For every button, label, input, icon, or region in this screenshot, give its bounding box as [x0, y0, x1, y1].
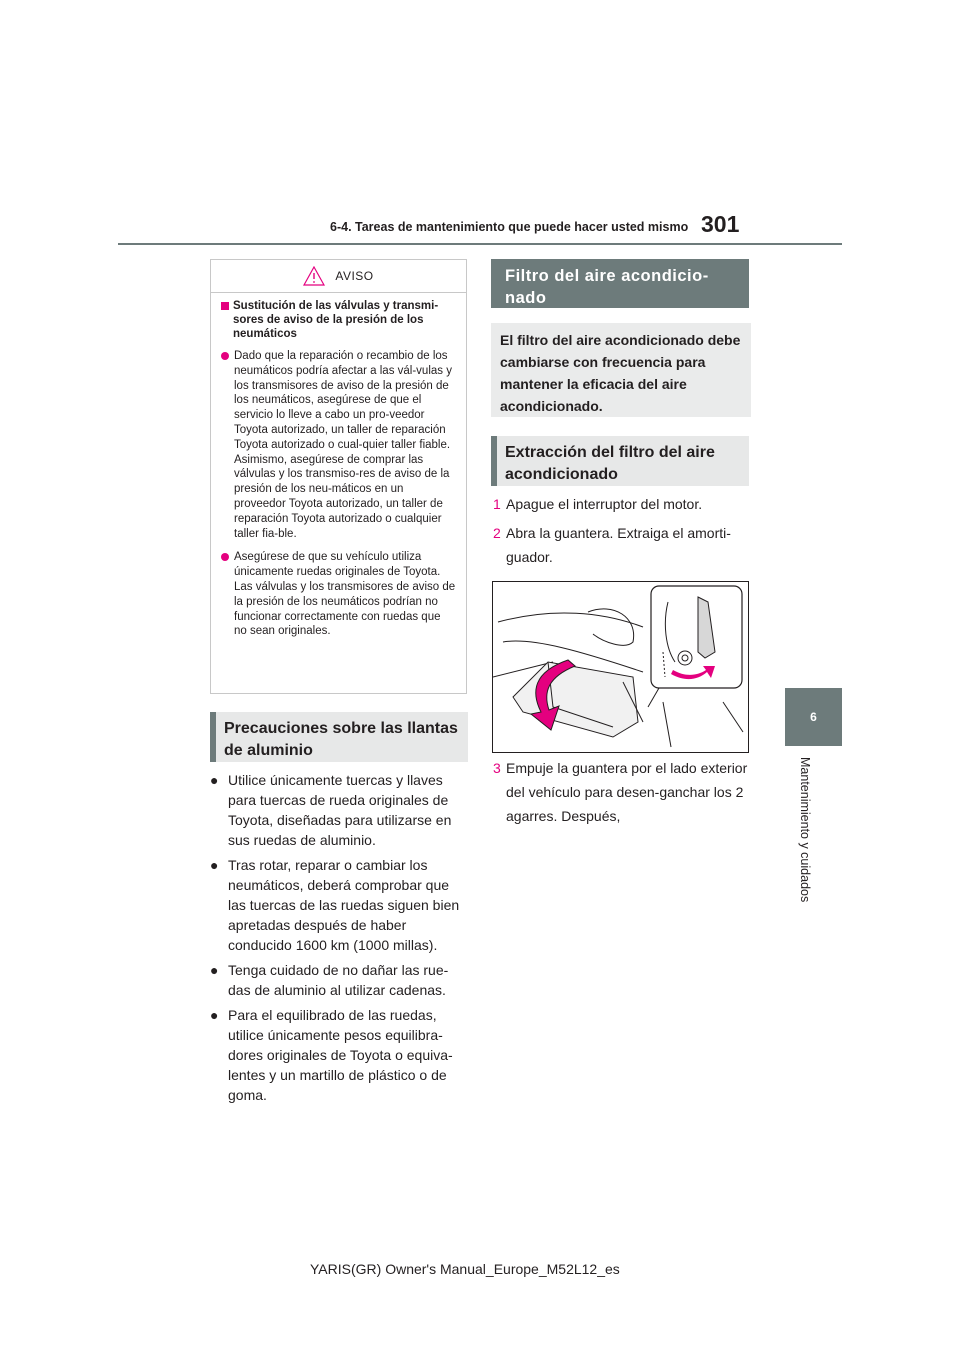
square-bullet-icon — [221, 302, 229, 310]
list-item: ● Tenga cuidado de no dañar las rue-das de aluminio al utilizar cadenas. — [210, 960, 470, 1000]
step-text: Empuje la guantera por el lado exterior del vehículo para desen-ganchar los 2 agarres. Después, — [506, 760, 748, 824]
caution-box — [210, 259, 467, 694]
list-item: ● Utilice únicamente tuercas y llaves para tuercas de rueda originales de Toyota, diseñadas para utilizarse en sus ruedas de aluminio. — [210, 770, 470, 850]
caution-item-text: Dado que la reparación o recambio de los neumáticos podría afectar a las vál-vulas y los transmisores de aviso de la presión de los neumáticos, asegúrese de que el servicio lo lleve a cabo un pro-veedor Toyota autorizado, un taller de reparación Toyota autorizado o cual-quier taller fiable. Asimismo, asegúrese de comprar las válvulas y los transmiso-res de aviso de la presión de los neu-máticos en un proveedor Toyota autorizado, un taller de reparación Toyota autorizado o cualquier taller fia-ble. — [234, 350, 452, 540]
list-item: ● Para el equilibrado de las ruedas, utilice únicamente pesos equilibra-dores originales de Toyota o equiva-lentes y un martillo de plástico o de goma. — [210, 1005, 470, 1105]
list-item: ● Tras rotar, reparar o cambiar los neumáticos, deberá comprobar que las tuercas de las ruedas siguen bien apretadas después de haber conducido 1600 km (1000 millas). — [210, 855, 470, 955]
chapter-tab[interactable]: 6 — [785, 688, 842, 746]
header-rule — [118, 243, 842, 245]
dot-bullet-icon — [221, 352, 229, 360]
filter-summary: El filtro del aire acondicionado debe cambiarse con frecuencia para mantener la eficacia del aire acondicionado. — [491, 323, 751, 417]
caution-subheading-text: Sustitución de las válvulas y transmi-sores de aviso de la presión de los neumáticos — [233, 300, 439, 340]
alloy-bullet-list — [210, 770, 470, 1110]
step-item — [493, 756, 753, 828]
step-item — [493, 492, 753, 516]
caution-heading: AVISO — [335, 269, 374, 283]
page-footer: YARIS(GR) Owner's Manual_Europe_M52L12_es — [310, 1261, 620, 1277]
step-text: Abra la guantera. Extraiga el amorti-guador. — [506, 525, 731, 565]
caution-subheading — [221, 299, 456, 341]
list-item-text: Para el equilibrado de las ruedas, utilice únicamente pesos equilibra-dores originales de Toyota o equiva-lentes y un martillo de plástico o de goma. — [228, 1007, 453, 1103]
list-item-text: Utilice únicamente tuercas y llaves para tuercas de rueda originales de Toyota, diseñadas para utilizarse en sus ruedas de aluminio. — [228, 772, 452, 848]
caution-header — [211, 260, 466, 293]
section-heading-alloy: Precauciones sobre las llantas de aluminio — [210, 712, 468, 762]
list-item-text: Tras rotar, reparar o cambiar los neumáticos, deberá comprobar que las tuercas de las ruedas siguen bien apretadas después de haber conducido 1600 km (1000 millas). — [228, 857, 460, 953]
caution-item-text: Asegúrese de que su vehículo utiliza únicamente ruedas originales de Toyota. Las válvulas y los transmisores de aviso de la presión de los neumáticos podrían no funcionar correctamente con ruedas que no sean originales. — [234, 551, 456, 638]
caution-item — [221, 349, 456, 541]
step-number: 3 — [493, 760, 501, 776]
caution-item — [221, 550, 456, 639]
dot-bullet-icon — [221, 553, 229, 561]
page-header-title: 6-4. Tareas de mantenimiento que puede hacer usted mismo — [330, 220, 689, 234]
page-number: 301 — [701, 211, 740, 237]
step-number: 2 — [493, 525, 501, 541]
section-heading-removal: Extracción del filtro del aire acondicionado — [491, 436, 749, 486]
glovebox-drawing — [493, 582, 748, 752]
glovebox-illustration — [492, 581, 749, 753]
section-heading-filter: Filtro del aire acondicio-nado — [491, 259, 749, 308]
step-text: Apague el interruptor del motor. — [506, 496, 703, 512]
warning-triangle-icon — [303, 266, 325, 286]
step-number: 1 — [493, 496, 501, 512]
chapter-label: Mantenimiento y cuidados — [798, 757, 812, 903]
list-item-text: Tenga cuidado de no dañar las rue-das de aluminio al utilizar cadenas. — [228, 962, 449, 998]
step-item — [493, 521, 753, 569]
